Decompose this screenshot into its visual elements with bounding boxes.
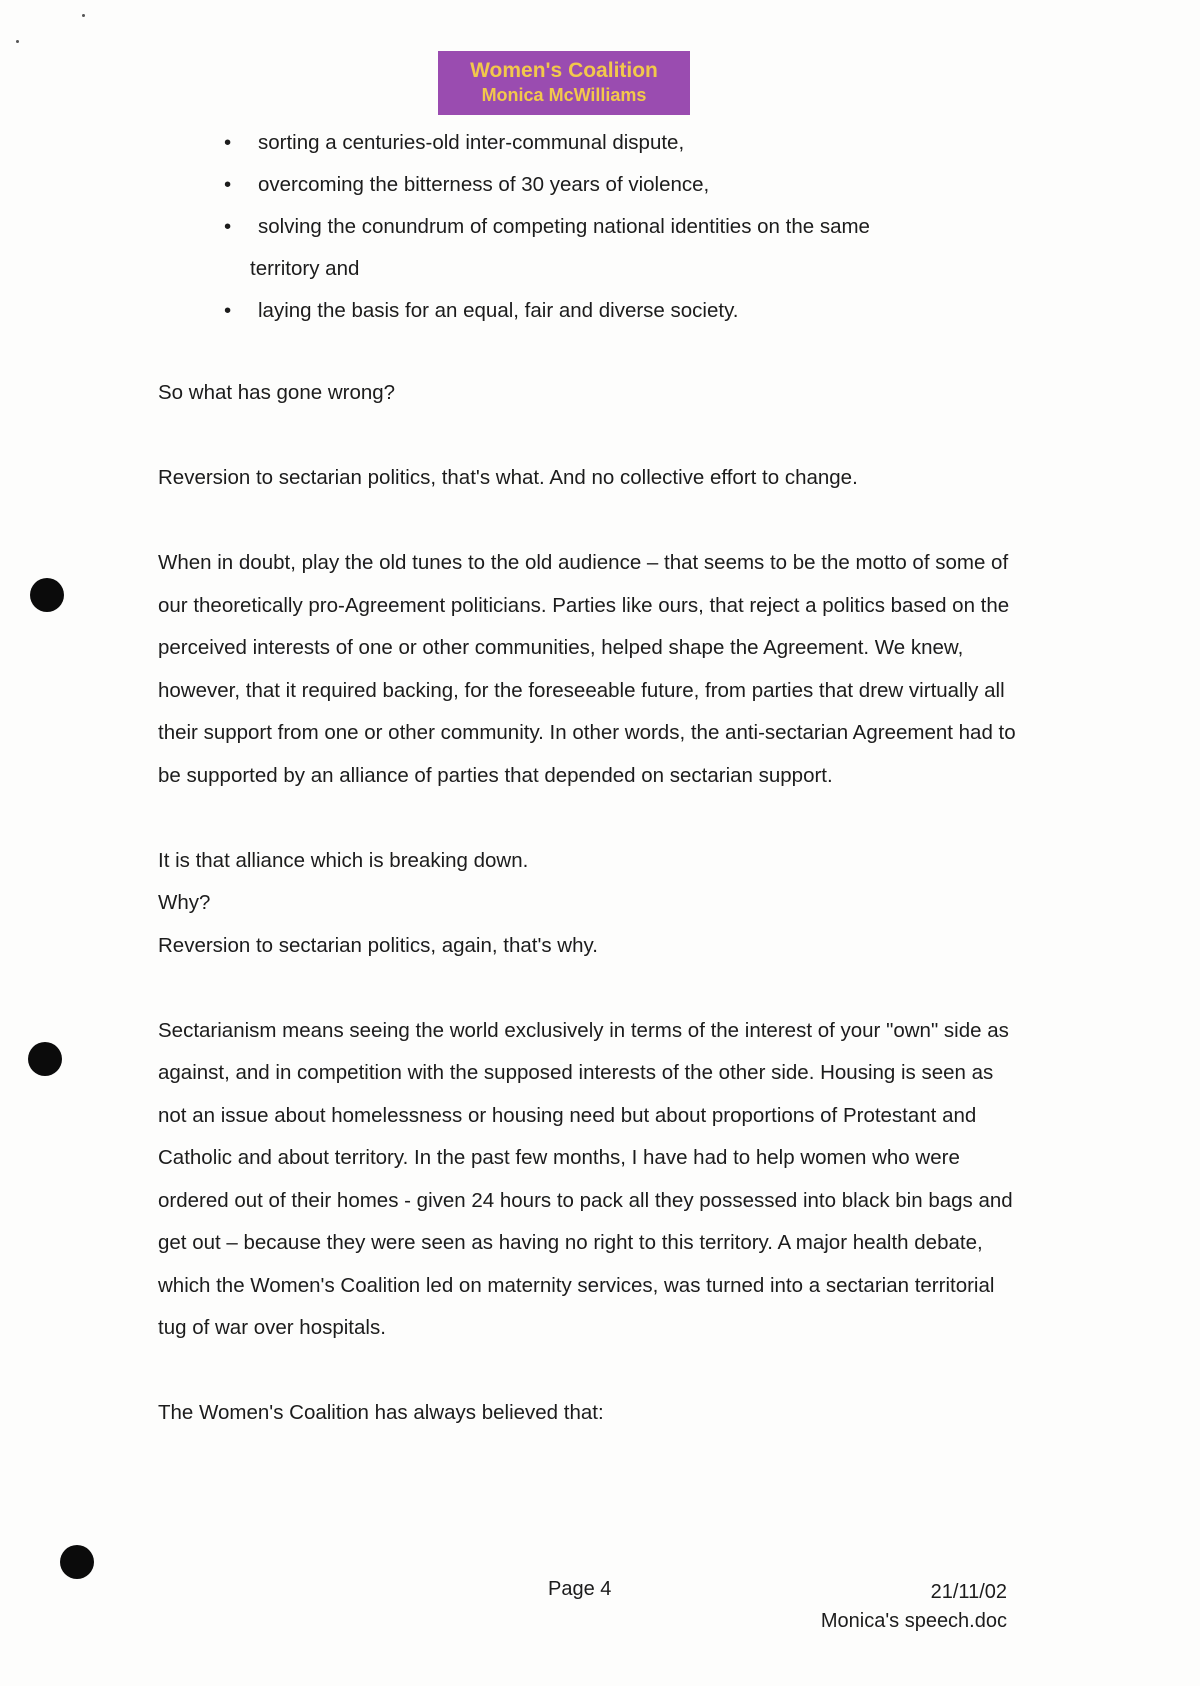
bullet-item: • overcoming the bitterness of 30 years of violence,: [224, 173, 710, 196]
footer-date: 21/11/02: [930, 1581, 1007, 1603]
paragraph: Sectarianism means seeing the world exclusively in terms of the interest of your "own" side as against, and in competition with the supposed interests of the other side. Housing is seen as not an issue about homelessness or housing need but about proportions of Protestant and Catholic and about territory. In the past few months, I have had to help women who were ordered out of their homes - given 24 hours to pack all they possessed into black bin bags and get out – because they were seen as having no right to this territory. A major health debate, which the Women's Coalition led on maternity services, was turned into a sectarian territorial tug of war over hospitals.: [158, 1018, 1013, 1339]
bullet-item: • sorting a centuries-old inter-communal dispute,: [224, 131, 685, 154]
paragraph: Reversion to sectarian politics, that's what. And no collective effort to change.: [158, 466, 858, 489]
page-number: Page 4: [548, 1578, 612, 1600]
logo-title: Women's Coalition: [470, 59, 658, 82]
logo-subtitle: Monica McWilliams: [481, 85, 647, 105]
short-lines: [158, 840, 1018, 968]
closing-line: The Women's Coalition has always believed that:: [158, 1401, 604, 1424]
paragraph: When in doubt, play the old tunes to the old audience – that seems to be the motto of some of our theoretically pro-Agreement politicians. Parties like ours, that reject a politics based on the perceived interests of one or other communities, helped shape the Agreement. We knew, however, that it required backing, for the foreseeable future, from parties that drew virtually all their support from one or other community. In other words, the anti-sectarian Agreement had to be supported by an alliance of parties that depended on sectarian support.: [158, 551, 1016, 787]
scan-speck: [82, 14, 85, 17]
line: Reversion to sectarian politics, again, that's why.: [158, 933, 598, 957]
footer-filename: Monica's speech.doc: [820, 1610, 1007, 1632]
paragraph: So what has gone wrong?: [158, 381, 396, 404]
bullet-item: • solving the conundrum of competing national identities on the same territory and: [218, 206, 1018, 290]
footer-meta: [821, 1578, 1007, 1636]
bullet-continuation: territory and: [250, 257, 360, 280]
line: It is that alliance which is breaking down.: [158, 848, 529, 872]
womens-coalition-logo: [438, 51, 690, 115]
punch-hole: [60, 1545, 94, 1579]
punch-hole: [30, 578, 64, 612]
bullet-list: [218, 122, 1018, 332]
line: Why?: [158, 891, 211, 914]
punch-hole: [28, 1042, 62, 1076]
speech-body: [158, 372, 1018, 1477]
bullet-item: • laying the basis for an equal, fair and diverse society.: [224, 299, 739, 322]
scan-speck: [16, 40, 19, 43]
